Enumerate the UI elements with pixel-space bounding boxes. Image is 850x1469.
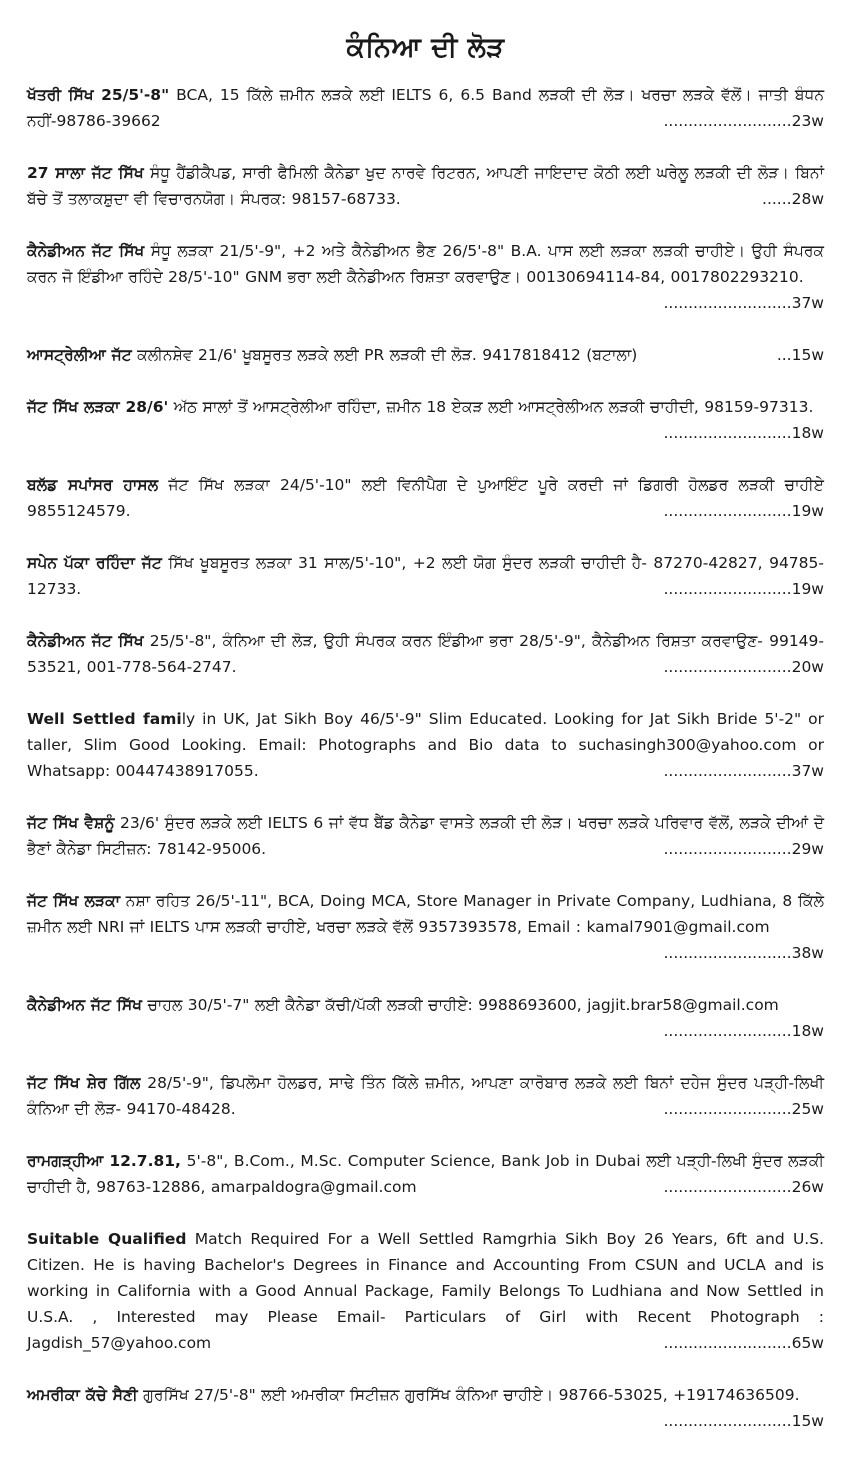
ad-word-count: ..........................29w <box>663 840 824 858</box>
ad-word-count: ......28w <box>762 190 824 208</box>
matrimonial-ad <box>27 82 824 134</box>
matrimonial-ad <box>27 810 824 862</box>
ad-lead: ਜੱਟ ਸਿੱਖ ਸ਼ੇਰ ਗਿੱਲ <box>27 1074 141 1092</box>
matrimonial-ad <box>27 628 824 680</box>
ad-word-count: ..........................25w <box>663 1100 824 1118</box>
ad-word-count: ..........................19w <box>663 580 824 598</box>
ad-body: 23/6' ਸੁੰਦਰ ਲੜਕੇ ਲਈ IELTS 6 ਜਾਂ ਵੱਧ ਬੈਂਡ ਕੈਨੇਡਾ ਵਾਸਤੇ ਲੜਕੀ ਦੀ ਲੋੜ। ਖਰਚਾ ਲੜਕੇ ਪਰਿਵਾਰ ਵੱਲੋਂ, ਲੜਕੇ ਦੀਆਂ ਦੋ ਭੈਣਾਂ ਕੈਨੇਡਾ ਸਿਟੀਜ਼ਨ: 78142-95006. <box>27 814 825 858</box>
ad-word-count: ..........................38w <box>663 944 824 962</box>
classifieds-page <box>27 32 824 1460</box>
ad-body: ਜੱਟ ਸਿੱਖ ਲੜਕਾ 24/5'-10" ਲਈ ਵਿਨੀਪੈਗ ਦੇ ਪੁਆਇੰਟ ਪੂਰੇ ਕਰਦੀ ਜਾਂ ਡਿਗਰੀ ਹੋਲਡਰ ਲੜਕੀ ਚਾਹੀਏ 9855124579. <box>27 476 824 520</box>
ad-lead: ਜੱਟ ਸਿੱਖ ਲੜਕਾ <box>27 892 121 910</box>
matrimonial-ad <box>27 1382 824 1434</box>
matrimonial-ad <box>27 992 824 1044</box>
ad-lead: ਕੈਨੇਡੀਅਨ ਜੱਟ ਸਿੱਖ <box>27 996 143 1014</box>
ad-word-count: ..........................65w <box>663 1334 824 1352</box>
ad-word-count: ..........................20w <box>663 658 824 676</box>
ad-body: ਗੁਰਸਿੱਖ 27/5'-8" ਲਈ ਅਮਰੀਕਾ ਸਿਟੀਜ਼ਨ ਗੁਰਸਿੱਖ ਕੰਨਿਆ ਚਾਹੀਏ। 98766-53025, +19174636509. <box>137 1386 800 1404</box>
ad-lead: ਅਮਰੀਕਾ ਕੱਚੇ ਸੈਣੀ <box>27 1386 138 1404</box>
ad-lead: ਜੱਟ ਸਿੱਖ ਲੜਕਾ 28/6' <box>27 398 169 416</box>
matrimonial-ad <box>27 342 824 368</box>
ad-word-count: ..........................18w <box>663 424 824 442</box>
ad-word-count: ..........................19w <box>663 502 824 520</box>
matrimonial-ad <box>27 160 824 212</box>
matrimonial-ad <box>27 550 824 602</box>
ad-word-count: ..........................37w <box>663 762 824 780</box>
ad-lead: ਆਸਟ੍ਰੇਲੀਆ ਜੱਟ <box>27 346 132 364</box>
matrimonial-ad <box>27 394 824 446</box>
ad-word-count: ..........................18w <box>663 1022 824 1040</box>
ad-body: ਸੰਧੂ ਲੜਕਾ 21/5'-9", +2 ਅਤੇ ਕੈਨੇਡੀਅਨ ਭੈਣ 26/5'-8" B.A. ਪਾਸ ਲਈ ਲੜਕਾ ਲੜਕੀ ਚਾਹੀਏ। ਉਹੀ ਸੰਪਰਕ ਕਰਨ ਜੋ ਇੰਡੀਆ ਰਹਿੰਦੇ 28/5'-10" GNM ਭਰਾ ਲਈ ਕੈਨੇਡੀਅਨ ਰਿਸ਼ਤਾ ਕਰਵਾਉਣ। 00130694114-84, 0017802293210. <box>27 242 825 286</box>
matrimonial-ad <box>27 1148 824 1200</box>
page-title: ਕੰਨਿਆ ਦੀ ਲੋੜ <box>346 32 505 63</box>
matrimonial-ad <box>27 1226 824 1356</box>
ad-lead: Suitable Qualified <box>27 1230 187 1248</box>
ad-lead: 27 ਸਾਲਾ ਜੱਟ ਸਿੱਖ <box>27 164 144 182</box>
matrimonial-ad <box>27 888 824 966</box>
matrimonial-ad <box>27 472 824 524</box>
ad-body: ਚਾਹਲ 30/5'-7" ਲਈ ਕੈਨੇਡਾ ਕੱਚੀ/ਪੱਕੀ ਲੜਕੀ ਚਾਹੀਏ: 9988693600, jagjit.brar58@gmail.com <box>142 996 779 1014</box>
matrimonial-ad <box>27 238 824 316</box>
ad-lead: ਖੱਤਰੀ ਸਿੱਖ 25/5'-8" <box>27 86 170 104</box>
ad-lead: ਜੱਟ ਸਿੱਖ ਵੈਸ਼ਨੂੰ <box>27 814 115 832</box>
ad-lead: ਬਲੱਡ ਸਪਾਂਸਰ ਹਾਸਲ <box>27 476 159 494</box>
ad-body: BCA, 15 ਕਿੱਲੇ ਜ਼ਮੀਨ ਲੜਕੇ ਲਈ IELTS 6, 6.5 Band ਲੜਕੀ ਦੀ ਲੋੜ। ਖਰਚਾ ਲੜਕੇ ਵੱਲੋਂ। ਜਾਤੀ ਬੰਧਨ ਨਹੀਂ-98786-39662 <box>27 86 825 130</box>
matrimonial-ad <box>27 1070 824 1122</box>
ad-word-count: ..........................26w <box>663 1178 824 1196</box>
ad-body: ਸੰਧੂ ਹੈਂਡੀਕੈਪਡ, ਸਾਰੀ ਫੈਮਿਲੀ ਕੈਨੇਡਾ ਖੁਦ ਨਾਰਵੇ ਰਿਟਰਨ, ਆਪਣੀ ਜਾਇਦਾਦ ਕੋਠੀ ਲਈ ਘਰੇਲੂ ਲੜਕੀ ਦੀ ਲੋੜ। ਬਿਨਾਂ ਬੱਚੇ ਤੋਂ ਤਲਾਕਸ਼ੁਦਾ ਵੀ ਵਿਚਾਰਨਯੋਗ। ਸੰਪਰਕ: 98157-68733. <box>27 164 825 208</box>
ads-list <box>27 82 824 1434</box>
ad-body: ਕਲੀਨਸ਼ੇਵ 21/6' ਖੂਬਸੂਰਤ ਲੜਕੇ ਲਈ PR ਲੜਕੀ ਦੀ ਲੋੜ. 9417818412 (ਬਟਾਲਾ) <box>131 346 638 364</box>
ad-word-count: ..........................37w <box>663 294 824 312</box>
ad-word-count: ...15w <box>776 346 824 364</box>
ad-body: 25/5'-8", ਕੰਨਿਆ ਦੀ ਲੋੜ, ਉਹੀ ਸੰਪਰਕ ਕਰਨ ਇੰਡੀਆ ਭਰਾ 28/5'-9", ਕੈਨੇਡੀਅਨ ਰਿਸ਼ਤਾ ਕਰਵਾਉਣ- 99149-53521, 001-778-564-2747. <box>27 632 824 676</box>
ad-body: Match Required For a Well Settled Ramgrhia Sikh Boy 26 Years, 6ft and U.S. Citizen. He is having Bachelor's Degrees in Finance and Accounting From CSUN and UCLA and is working in California with a Good Annual Package, Family Belongs To Ludhiana and Now Settled in U.S.A. , Interested may Please Email- Particulars of Girl with Recent Photograph : Jagdish_57@yahoo.com <box>27 1230 825 1352</box>
ad-lead: ਕੈਨੇਡੀਅਨ ਜੱਟ ਸਿੱਖ <box>27 242 145 260</box>
matrimonial-ad <box>27 706 824 784</box>
ad-body: 28/5'-9", ਡਿਪਲੋਮਾ ਹੋਲਡਰ, ਸਾਢੇ ਤਿੰਨ ਕਿੱਲੇ ਜ਼ਮੀਨ, ਆਪਣਾ ਕਾਰੋਬਾਰ ਲੜਕੇ ਲਈ ਬਿਨਾਂ ਦਹੇਜ ਸੁੰਦਰ ਪੜ੍ਹੀ-ਲਿਖੀ ਕੰਨਿਆ ਦੀ ਲੋੜ- 94170-48428. <box>27 1074 825 1118</box>
ad-body: ਸਿੱਖ ਖੂਬਸੂਰਤ ਲੜਕਾ 31 ਸਾਲ/5'-10", +2 ਲਈ ਯੋਗ ਸੁੰਦਰ ਲੜਕੀ ਚਾਹੀਦੀ ਹੈ- 87270-42827, 94785-12733. <box>27 554 824 598</box>
ad-lead: ਕੈਨੇਡੀਅਨ ਜੱਟ ਸਿੱਖ <box>27 632 144 650</box>
ad-body: 5'-8", B.Com., M.Sc. Computer Science, Bank Job in Dubai ਲਈ ਪੜ੍ਹੀ-ਲਿਖੀ ਸੁੰਦਰ ਲੜਕੀ ਚਾਹੀਦੀ ਹੈ, 98763-12886, amarpaldogra@gmail.com <box>27 1152 824 1196</box>
ad-word-count: ..........................23w <box>663 112 824 130</box>
ad-lead: ਰਾਮਗੜ੍ਹੀਆ 12.7.81, <box>27 1152 181 1170</box>
ad-body: ਅੱਠ ਸਾਲਾਂ ਤੋਂ ਆਸਟ੍ਰੇਲੀਆ ਰਹਿੰਦਾ, ਜ਼ਮੀਨ 18 ਏਕੜ ਲਈ ਆਸਟ੍ਰੇਲੀਅਨ ਲੜਕੀ ਚਾਹੀਦੀ, 98159-97313. <box>168 398 814 416</box>
ad-lead: Well Settled fami <box>27 710 182 728</box>
ad-lead: ਸਪੇਨ ਪੱਕਾ ਰਹਿੰਦਾ ਜੱਟ <box>27 554 162 572</box>
ad-body: ਨਸ਼ਾ ਰਹਿਤ 26/5'-11", BCA, Doing MCA, Store Manager in Private Company, Ludhiana, 8 ਕਿੱਲੇ ਜ਼ਮੀਨ ਲਈ NRI ਜਾਂ IELTS ਪਾਸ ਲੜਕੀ ਚਾਹੀਏ, ਖਰਚਾ ਲੜਕੇ ਵੱਲੋਂ 9357393578, Email : kamal7901@gmail.com <box>27 892 824 936</box>
ad-body: ly in UK, Jat Sikh Boy 46/5'-9" Slim Educated. Looking for Jat Sikh Bride 5'-2" or taller, Slim Good Looking. Email: Photographs and Bio data to suchasingh300@yahoo.com or Whatsapp: 00447438917055. <box>27 710 825 780</box>
ad-word-count: ..........................15w <box>663 1412 824 1430</box>
